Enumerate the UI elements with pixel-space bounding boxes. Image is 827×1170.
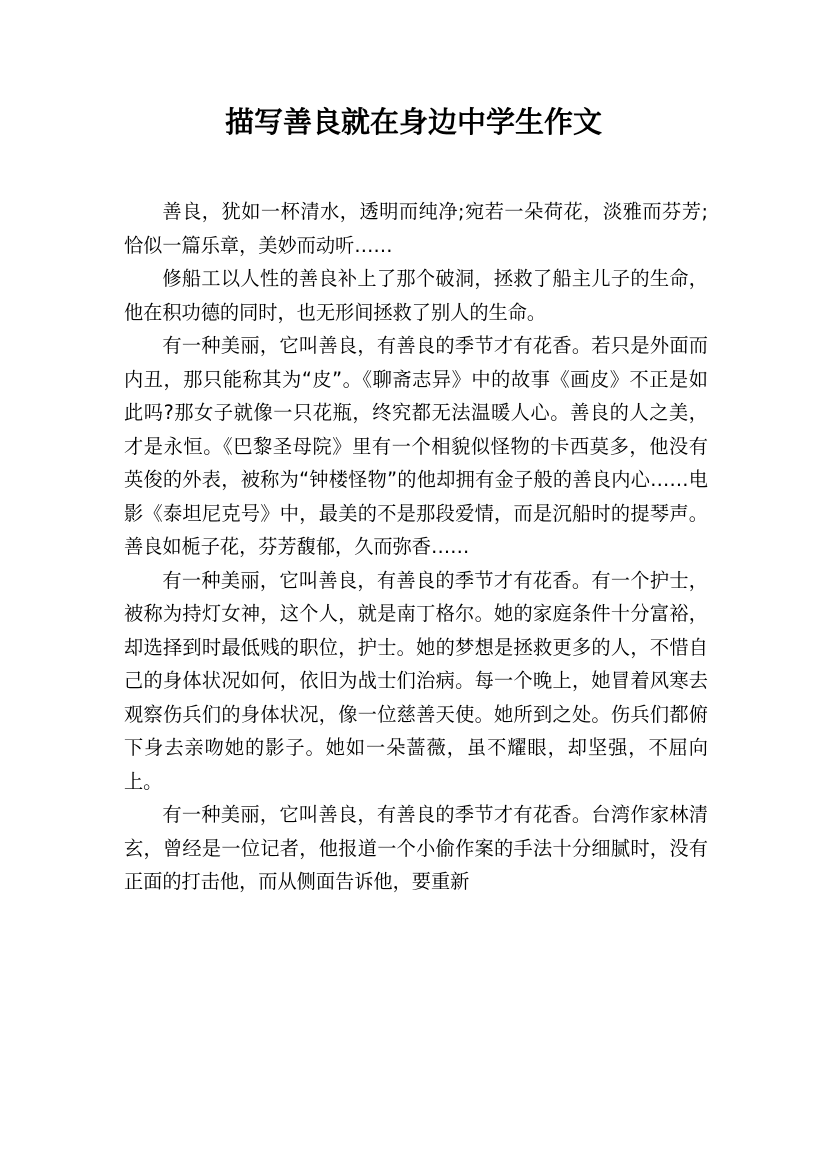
document-title: 描写善良就在身边中学生作文 [224, 105, 602, 139]
paragraph: 修船工以人性的善良补上了那个破洞，拯救了船主儿子的生命，他在积功德的同时，也无形间拯救了别人的生命。 [124, 267, 708, 324]
document-body [124, 195, 708, 899]
paragraph: 有一种美丽，它叫善良，有善良的季节才有花香。台湾作家林清玄，曾经是一位记者，他报道一个小偷作案的手法十分细腻时，没有正面的打击他，而从侧面告诉他，要重新 [124, 803, 708, 893]
paragraph: 善良，犹如一杯清水，透明而纯净;宛若一朵荷花，淡雅而芬芳;恰似一篇乐章，美妙而动听…… [124, 200, 708, 257]
paragraph: 有一种美丽，它叫善良，有善良的季节才有花香。若只是外面而内丑，那只能称其为“皮”。《聊斋志异》中的故事《画皮》不正是如此吗?那女子就像一只花瓶，终究都无法温暖人心。善良的人之美，才是永恒。《巴黎圣母院》里有一个相貌似怪物的卡西莫多，他没有英俊的外表，被称为“钟楼怪物”的他却拥有金子般的善良内心……电影《泰坦尼克号》中，最美的不是那段爱情，而是沉船时的提琴声。善良如栀子花，芬芳馥郁，久而弥香…… [124, 334, 708, 558]
paragraph: 有一种美丽，它叫善良，有善良的季节才有花香。有一个护士，被称为持灯女神，这个人，就是南丁格尔。她的家庭条件十分富裕，却选择到时最低贱的职位，护士。她的梦想是拯救更多的人，不惜自己的身体状况如何，依旧为战士们治病。每一个晚上，她冒着风寒去观察伤兵们的身体状况，像一位慈善天使。她所到之处。伤兵们都俯下身去亲吻她的影子。她如一朵蔷薇，虽不耀眼，却坚强，不屈向上。 [124, 568, 708, 793]
